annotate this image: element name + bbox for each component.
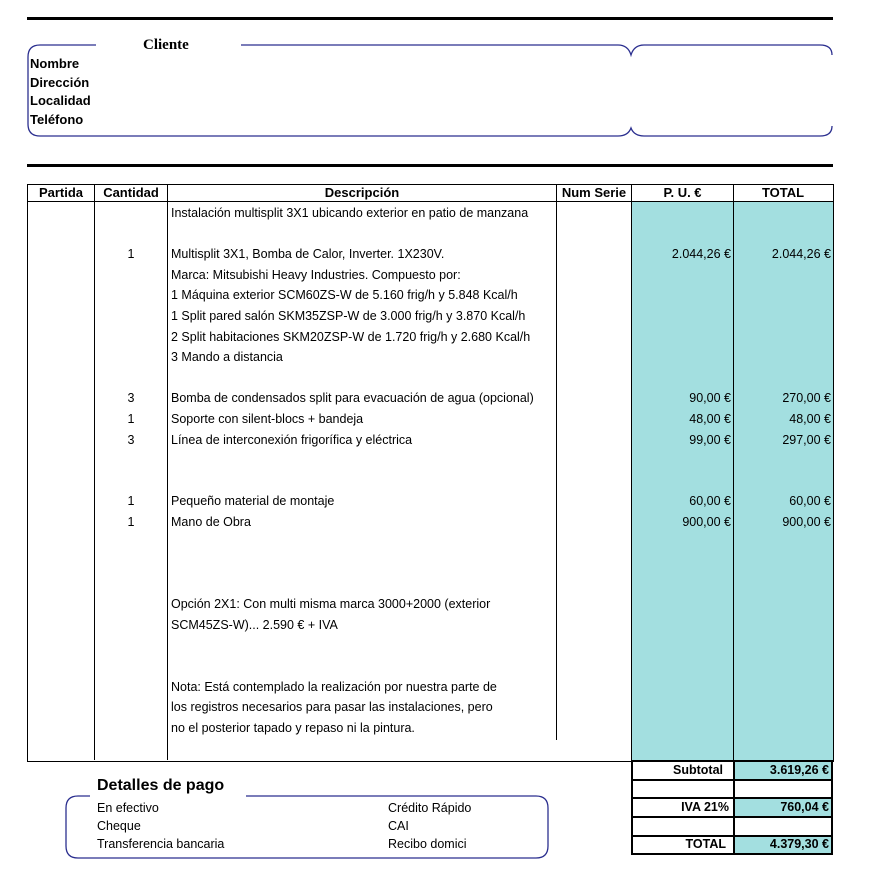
totals-line-1 bbox=[631, 779, 833, 781]
payment-option-cai: CAI bbox=[388, 819, 409, 833]
row-quantity: 1 bbox=[127, 515, 135, 529]
payment-box-outline bbox=[0, 780, 600, 870]
client-box-outline bbox=[0, 0, 878, 160]
row-total: 900,00 € bbox=[782, 515, 831, 529]
header-partida: Partida bbox=[38, 185, 84, 200]
totals-line-2 bbox=[631, 797, 833, 799]
row-description: Soporte con silent-blocs + bandeja bbox=[171, 412, 364, 426]
row-description: Mano de Obra bbox=[171, 515, 251, 529]
payment-option-cash: En efectivo bbox=[97, 801, 159, 815]
row-total: 60,00 € bbox=[789, 494, 831, 509]
row-description: Instalación multisplit 3X1 ubicando exterior en patio de manzana bbox=[171, 206, 529, 220]
client-title: Cliente bbox=[143, 37, 189, 53]
payment-option-transfer: Transferencia bancaria bbox=[97, 837, 225, 851]
row-description: 3 Mando a distancia bbox=[171, 350, 283, 365]
row-quantity: 1 bbox=[127, 494, 135, 509]
col-divider-5 bbox=[733, 184, 734, 760]
row-total: 48,00 € bbox=[789, 412, 831, 426]
row-description: Opción 2X1: Con multi misma marca 3000+2000 (exterior bbox=[171, 597, 491, 612]
payment-right-list bbox=[388, 799, 471, 853]
total-value: 4.379,30 € bbox=[769, 837, 829, 851]
row-description: Multisplit 3X1, Bomba de Calor, Inverter. 1X230V. bbox=[171, 247, 445, 262]
subtotal-value: 3.619,26 € bbox=[769, 763, 829, 777]
client-locality-label: Localidad bbox=[30, 93, 91, 108]
row-unit-price: 90,00 € bbox=[689, 391, 731, 406]
col-divider-2 bbox=[167, 184, 168, 760]
row-total: 2.044,26 € bbox=[771, 247, 831, 262]
row-total: 270,00 € bbox=[782, 391, 831, 406]
section-rule bbox=[27, 164, 833, 167]
total-label: TOTAL bbox=[685, 837, 726, 851]
col-divider-1 bbox=[94, 184, 95, 760]
row-description: 1 Split pared salón SKM35ZSP-W de 3.000 frig/h y 3.870 Kcal/h bbox=[171, 309, 526, 323]
subtotal-label: Subtotal bbox=[673, 763, 723, 777]
row-unit-price: 2.044,26 € bbox=[671, 247, 731, 262]
payment-title: Detalles de pago bbox=[97, 777, 225, 794]
row-quantity: 3 bbox=[127, 391, 135, 406]
row-unit-price: 99,00 € bbox=[689, 432, 731, 447]
header-divider bbox=[27, 201, 833, 202]
payment-option-direct-debit: Recibo domici bbox=[388, 837, 467, 851]
row-description: los registros necesarios para pasar las instalaciones, pero bbox=[171, 700, 493, 715]
row-description: Pequeño material de montaje bbox=[171, 494, 335, 509]
row-description: no el posterior tapado y repaso ni la pintura. bbox=[171, 721, 415, 735]
row-description: Bomba de condensados split para evacuación de agua (opcional) bbox=[171, 391, 534, 406]
client-name-label: Nombre bbox=[30, 56, 80, 71]
row-description: Marca: Mitsubishi Heavy Industries. Compuesto por: bbox=[171, 267, 461, 282]
header-pu: P. U. € bbox=[663, 185, 702, 200]
row-quantity: 1 bbox=[127, 247, 135, 262]
header-total: TOTAL bbox=[761, 185, 805, 200]
col-divider-3b bbox=[556, 202, 557, 740]
row-unit-price: 900,00 € bbox=[682, 515, 731, 529]
row-unit-price: 60,00 € bbox=[689, 494, 731, 509]
client-address-label: Dirección bbox=[30, 74, 90, 90]
row-description: SCM45ZS-W)... 2.590 € + IVA bbox=[171, 618, 338, 632]
row-unit-price: 48,00 € bbox=[689, 412, 731, 426]
totals-divider bbox=[733, 760, 735, 855]
header-num-serie: Num Serie bbox=[561, 185, 627, 200]
payment-option-cheque: Cheque bbox=[97, 819, 141, 833]
row-total: 297,00 € bbox=[782, 432, 831, 447]
header-cantidad: Cantidad bbox=[103, 185, 159, 200]
col-divider-4 bbox=[631, 184, 632, 760]
iva-label: IVA 21% bbox=[681, 800, 729, 814]
header-descripcion: Descripción bbox=[324, 185, 400, 200]
client-fields bbox=[30, 55, 91, 129]
iva-value: 760,04 € bbox=[780, 800, 829, 814]
row-description: 1 Máquina exterior SCM60ZS-W de 5.160 frig/h y 5.848 Kcal/h bbox=[171, 288, 518, 303]
client-phone-label: Teléfono bbox=[30, 111, 84, 127]
payment-left-list bbox=[97, 799, 224, 853]
row-description: Nota: Está contemplado la realización por nuestra parte de bbox=[171, 679, 497, 694]
row-description: Línea de interconexión frigorífica y eléctrica bbox=[171, 432, 413, 447]
payment-option-credit: Crédito Rápido bbox=[388, 801, 472, 815]
row-description: 2 Split habitaciones SKM20ZSP-W de 1.720 frig/h y 2.680 Kcal/h bbox=[171, 329, 531, 344]
totals-line-3 bbox=[631, 816, 833, 818]
row-quantity: 1 bbox=[127, 412, 135, 426]
row-quantity: 3 bbox=[127, 432, 135, 447]
